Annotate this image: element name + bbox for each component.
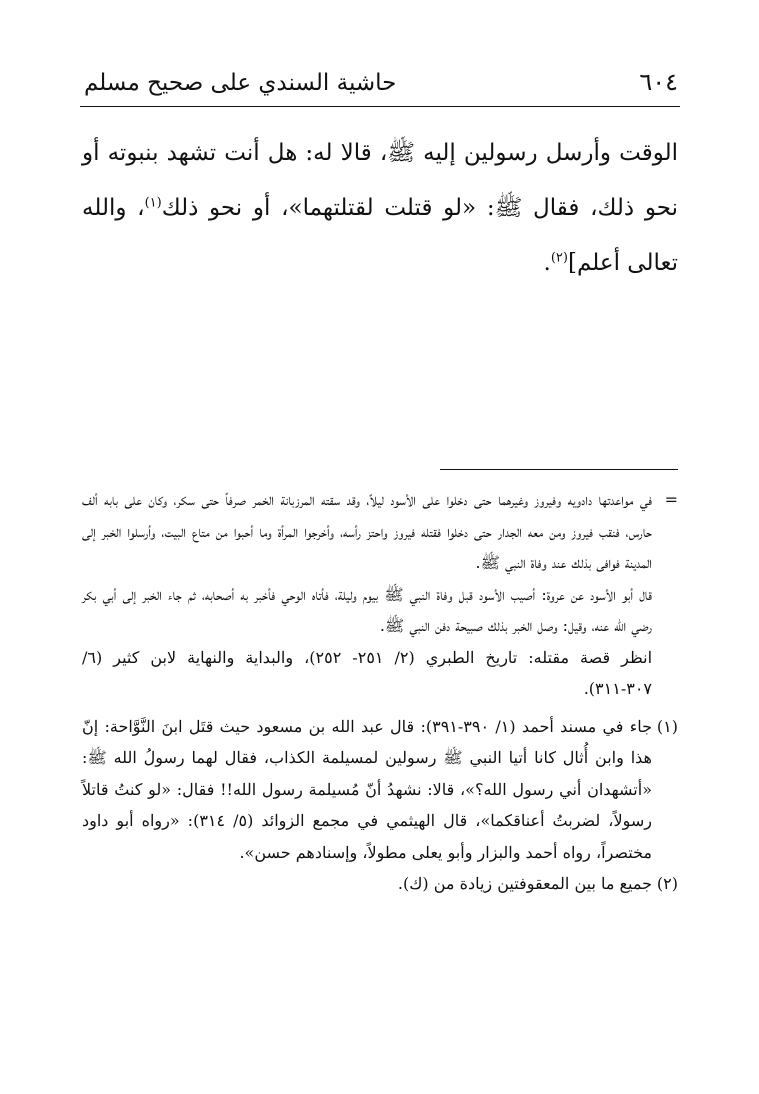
- footnotes: [82, 484, 678, 900]
- page-header: [80, 66, 680, 107]
- continuation-marker: =: [664, 490, 678, 509]
- footnote-2-marker: (٢): [656, 874, 678, 893]
- footnote-1: [82, 711, 678, 869]
- footnote-paragraph: انظر قصة مقتله: تاريخ الطبري (٢/ ٢٥١- ٢٥٢)، والبداية والنهاية لابن كثير (٦/ ٣٠٧-٣١١).: [82, 647, 653, 698]
- footnote-paragraph: في مواعدتها دادويه وفيروز وغيرهما حتى دخلوا على الأسود ليلاً، وقد سقته المرزبانة الخمر صرفاً حتى سكر، وكان على بابه ألف حارس، فنقب فيروز ومن معه الجدار حتى دخلوا فقتله فيروز واحتز رأسه، وأخرجوا المرأة وما أحبوا من متاع البيت، وأرسلوا الخبر إلى المدينة فوافى بذلك عند وفاة النبي ﷺ.: [82, 490, 652, 572]
- main-paragraph-body: الوقت وأرسل رسولين إليه ﷺ، قالا له: هل أنت تشهد بنبوته أو نحو ذلك، فقال ﷺ: «لو قتلت لقتلتهما»، أو نحو ذلك: [82, 140, 678, 221]
- footnote-2-text: جميع ما بين المعقوفتين زيادة من (ك).: [397, 874, 652, 893]
- running-title: حاشية السندي على صحيح مسلم: [84, 70, 397, 96]
- main-text: [82, 126, 678, 291]
- footnote-ref-1: (١): [144, 195, 162, 211]
- footnote-ref-2: (٢): [550, 250, 568, 266]
- footnote-1-marker: (١): [656, 716, 678, 736]
- main-paragraph: [82, 126, 678, 291]
- page-number: ٦٠٤: [639, 68, 678, 96]
- main-paragraph-tail: ، والله تعالى أعلم]: [82, 195, 678, 276]
- footnote-divider: [440, 469, 678, 470]
- footnote-paragraph: قال أبو الأسود عن عروة: أصيب الأسود قبل وفاة النبي ﷺ بيوم وليلة، فأتاه الوحي فأخبر به أصحابه، ثم جاء الخبر إلى أبي بكر رضي الله عنه، وقيل: وصل الخبر بذلك صبيحة دفن النبي ﷺ.: [82, 584, 652, 635]
- main-paragraph-end: .: [543, 250, 551, 276]
- footnote-1-text: جاء في مسند أحمد (١/ ٣٩٠-٣٩١): قال عبد الله بن مسعود حيث قتَل ابنَ النَّوَّاحة: إنّ هذا وابن أُثال كانا أتيا النبي ﷺ رسولين لمسيلمة الكذاب، فقال لهما رسولُ الله ﷺ: «أتشهدان أني رسول الله؟»، قالا: نشهدُ أنّ مُسيلمة رسول الله!! فقال: «لو كنتُ قاتلاً رسولاً، لضربتُ أعناقكما»، قال الهيثمي في مجمع الزوائد (٥/ ٣١٤): «رواه أبو داود مختصراً، رواه أحمد والبزار وأبو يعلى مطولاً، وإسنادهم حسن».: [82, 716, 652, 862]
- footnote-2: [82, 868, 678, 900]
- footnote-continuation: [82, 484, 678, 705]
